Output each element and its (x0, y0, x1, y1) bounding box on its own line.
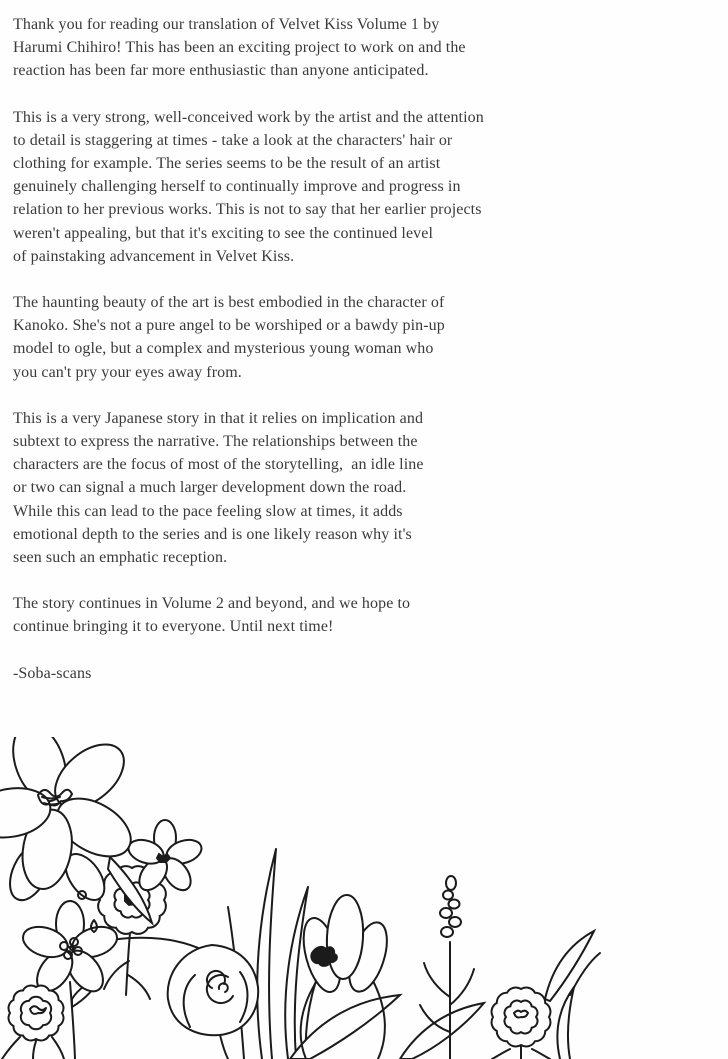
text-line: Thank you for reading our translation of Velvet Kiss Volume 1 by (13, 16, 440, 33)
text-line: of painstaking advancement in Velvet Kiss. (13, 247, 295, 265)
carnation-flower (492, 988, 551, 1059)
text-line: relation to her previous works. This is not to say that her earlier projects (13, 201, 482, 219)
text-line: seen such an emphatic reception. (13, 549, 228, 567)
paragraph-thanks (13, 13, 718, 83)
text-line: subtext to express the narrative. The relationships between the (13, 433, 418, 451)
text-line: weren't appealing, but that it's exciting to see the continued level (13, 224, 433, 242)
signature (13, 662, 718, 685)
text-line: reaction has been far more enthusiastic than anyone anticipated. (13, 62, 429, 80)
afterword-text (13, 13, 718, 708)
flower-illustration (0, 737, 728, 1059)
text-line: The haunting beauty of the art is best embodied in the character of (13, 294, 445, 312)
text-line: genuinely challenging herself to continually improve and progress in (13, 178, 461, 196)
text-line: you can't pry your eyes away from. (13, 363, 242, 381)
paragraph-artwork (13, 106, 718, 268)
text-line: clothing for example. The series seems to be the result of an artist (13, 155, 441, 173)
rose-flower (168, 945, 259, 1059)
text-line: to detail is staggering at times - take a look at the characters' hair or (13, 131, 453, 149)
right-leaves (545, 931, 600, 1059)
text-line: The story continues in Volume 2 and beyond, and we hope to (13, 595, 411, 613)
signature-text: -Soba-scans (13, 664, 92, 682)
text-line: or two can signal a much larger development down the road. (13, 479, 407, 497)
paragraph-outro (13, 592, 718, 638)
text-line: emotional depth to the series and is one likely reason why it's (13, 525, 412, 543)
text-line: Kanoko. She's not a pure angel to be worshiped or a bawdy pin-up (13, 317, 445, 335)
text-line: model to ogle, but a complex and mysterious young woman who (13, 340, 434, 358)
text-line: Harumi Chihiro! This has been an exciting project to work on and the (13, 39, 466, 57)
poppy-flower (0, 737, 152, 923)
paragraph-character (13, 291, 718, 384)
text-line: While this can lead to the pace feeling slow at times, it adds (13, 502, 403, 520)
text-line: continue bringing it to everyone. Until next time! (13, 618, 334, 636)
text-line: characters are the focus of most of the storytelling, an idle line (13, 456, 424, 474)
pompom-flower (2, 986, 64, 1059)
text-line: This is a very strong, well-conceived work by the artist and the attention (13, 108, 484, 126)
text-line: This is a very Japanese story in that it relies on implication and (13, 409, 424, 427)
paragraph-story (13, 407, 718, 569)
